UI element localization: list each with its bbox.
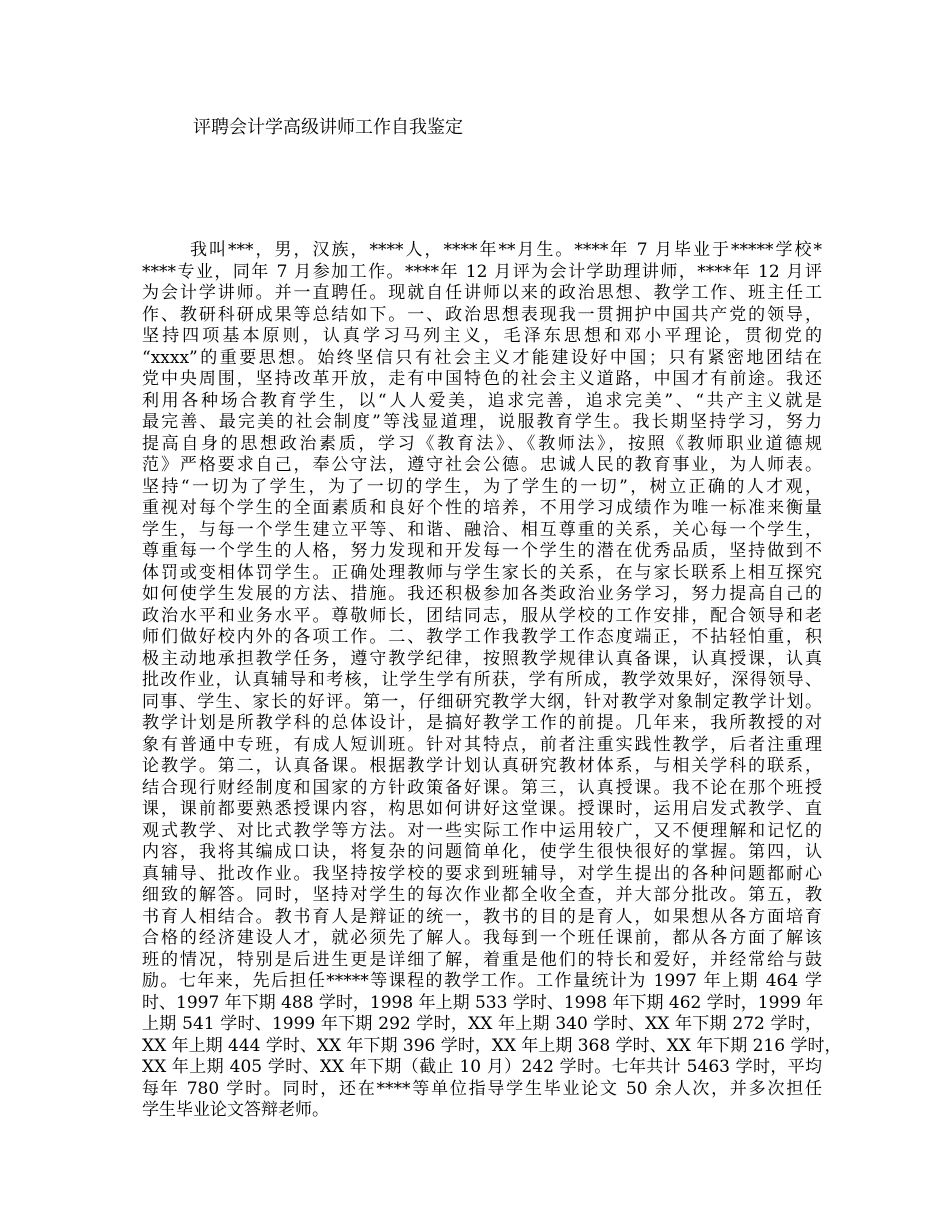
body-line: 细致的解答。同时，坚持对学生的每次作业都全收全查，并大部分批改。第五，教	[142, 885, 822, 905]
body-line: 极主动地承担教学任务，遵守教学纪律，按照教学规律认真备课，认真授课，认真	[142, 648, 822, 669]
body-line: 论教学。第二，认真备课。根据教学计划认真研究教材体系，与相关学科的联系，	[142, 756, 822, 776]
body-line: 我叫***，男，汉族，****人，****年**月生。****年 7 月毕业于*****学校*	[190, 240, 822, 260]
body-line: 学生，与每一个学生建立平等、和谐、融洽、相互尊重的关系，关心每一个学生，	[142, 519, 822, 540]
body-line: 坚持四项基本原则，认真学习马列主义，毛泽东思想和邓小平理论，贯彻党的	[142, 326, 822, 346]
body-line: 教学计划是所教学科的总体设计，是搞好教学工作的前提。几年来，我所教授的对	[142, 713, 822, 733]
body-line: 每年 780 学时。同时，还在****等单位指导学生毕业论文 50 余人次，并多次担任	[142, 1078, 822, 1099]
body-line: 励。七年来，先后担任*****等课程的教学工作。工作量统计为 1997 年上期 464 学	[142, 971, 822, 991]
body-line: “xxxx”的重要思想。始终坚信只有社会主义才能建设好中国；只有紧密地团结在	[142, 347, 822, 368]
body-line: XX 年上期 444 学时、XX 年下期 396 学时，XX 年上期 368 学时、XX 年下期 216 学时，	[142, 1035, 842, 1056]
body-line: 作、教研科研成果等总结如下。一、政治思想表现我一贯拥护中国共产党的领导，	[142, 304, 822, 325]
body-line: 党中央周围，坚持改革开放，走有中国特色的社会主义道路，中国才有前途。我还	[142, 369, 822, 389]
body-line: 师们做好校内外的各项工作。二、教学工作我教学工作态度端正，不拈轻怕重，积	[142, 627, 822, 647]
body-line: 真辅导、批改作业。我坚持按学校的要求到班辅导，对学生提出的各种问题都耐心	[142, 863, 822, 884]
body-line: 结合现行财经制度和国家的方针政策备好课。第三，认真授课。我不论在那个班授	[142, 777, 822, 798]
body-line: 体罚或变相体罚学生。正确处理教师与学生家长的关系，在与家长联系上相互探究	[142, 562, 822, 583]
body-line: 同事、学生、家长的好评。第一，仔细研究教学大纲，针对教学对象制定教学计划。	[142, 691, 822, 712]
body-line: 最完善、最完美的社会制度”等浅显道理，说服教育学生。我长期坚持学习，努力	[142, 412, 822, 432]
body-line: 学生毕业论文答辩老师。	[142, 1100, 329, 1120]
body-line: 时、1997 年下期 488 学时，1998 年上期 533 学时、1998 年下期 462 学时，1999 年	[142, 992, 824, 1013]
body-line: 提高自身的思想政治素质，学习《教育法》、《教师法》，按照《教师职业道德规	[142, 433, 822, 454]
body-line: 政治水平和业务水平。尊敬师长，团结同志，服从学校的工作安排，配合领导和老	[142, 605, 822, 626]
body-line: 坚持“一切为了学生，为了一切的学生，为了学生的一切”，树立正确的人才观，	[142, 476, 822, 497]
body-line: 重视对每个学生的全面素质和良好个性的培养，不用学习成绩作为唯一标准来衡量	[142, 498, 822, 518]
body-line: 班的情况，特别是后进生更是详细了解，着重是他们的特长和爱好，并经常给与鼓	[142, 949, 822, 970]
body-line: 利用各种场合教育学生，以“人人爱美，追求完善，追求完美”、“共产主义就是	[142, 390, 822, 411]
body-line: 上期 541 学时、1999 年下期 292 学时，XX 年上期 340 学时、XX 年下期 272 学时，	[142, 1014, 822, 1034]
body-line: 合格的经济建设人才，就必须先了解人。我每到一个班任课前，都从各方面了解该	[142, 928, 822, 948]
body-line: 内容，我将其编成口诀，将复杂的问题简单化，使学生很快很好的掌握。第四，认	[142, 842, 822, 862]
body-line: 如何使学生发展的方法、措施。我还积极参加各类政治业务学习，努力提高自己的	[142, 584, 822, 604]
body-line: 观式教学、对比式教学等方法。对一些实际工作中运用较广，又不便理解和记忆的	[142, 820, 822, 841]
body-line: XX 年上期 405 学时、XX 年下期（截止 10 月）242 学时。七年共计 5463 学时，平均	[142, 1057, 822, 1077]
body-line: 为会计学讲师。并一直聘任。现就自任讲师以来的政治思想、教学工作、班主任工	[142, 283, 822, 303]
body-line: ****专业，同年 7 月参加工作。****年 12 月评为会计学助理讲师，****年 12 月评	[142, 261, 822, 282]
body-line: 课，课前都要熟悉授课内容，构思如何讲好这堂课。授课时，运用启发式教学、直	[142, 799, 822, 819]
document-title: 评聘会计学高级讲师工作自我鉴定	[193, 117, 463, 138]
body-line: 象有普通中专班，有成人短训班。针对其特点，前者注重实践性教学，后者注重理	[142, 734, 822, 755]
body-line: 批改作业，认真辅导和考核，让学生学有所获，学有所成，教学效果好，深得领导、	[142, 670, 822, 690]
body-line: 范》严格要求自己，奉公守法，遵守社会公德。忠诚人民的教育事业，为人师表。	[142, 455, 822, 475]
body-line: 尊重每一个学生的人格，努力发现和开发每一个学生的潜在优秀品质，坚持做到不	[142, 541, 822, 561]
document-body	[142, 240, 842, 1122]
body-line: 书育人相结合。教书育人是辩证的统一，教书的目的是育人，如果想从各方面培育	[142, 906, 822, 927]
